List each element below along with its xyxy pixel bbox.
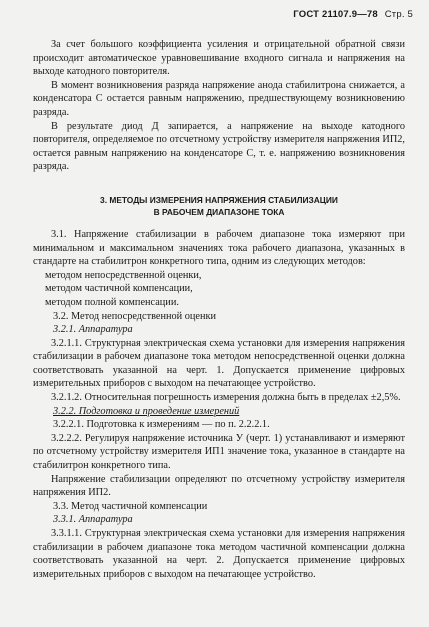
page-body [33,38,405,581]
subsection-heading: 3.2. Метод непосредственной оценки [53,310,216,322]
paragraph: 3.2.2.1. Подготовка к измерениям — по п. 2.2.2.1. [53,419,270,431]
paragraph: Напряжение стабилизации определяют по отсчетному устройству измерителя напряжения ИП2. [33,473,405,499]
section-subtitle: В РАБОЧЕМ ДИАПАЗОНЕ ТОКА [153,206,285,217]
page-number: Стр. 5 [384,9,413,20]
paragraph: 3.2.1.1. Структурная электрическая схема установки для измерения напряжения стабилизации в рабочем диапазоне тока методом непосредственной оценки должна соответствовать указанной на черт. 1. Допускается применение цифровых измерительных приборов с выходом на печатающее устройство. [33,337,405,390]
paragraph: За счет большого коэффициента усиления и отрицательной обратной связи происходит автоматическое уравновешивание входного сигнала и напряжения на выходе катодного повторителя. [33,39,405,78]
subsection-heading: 3.3. Метод частичной компенсации [53,500,208,512]
paragraph: В момент возникновения разряда напряжение анода стабилитрона снижается, а конденсатора С остается равным напряжению, предшествующему возникновению разряда. [33,79,405,118]
section-title: 3. МЕТОДЫ ИЗМЕРЕНИЯ НАПРЯЖЕНИЯ СТАБИЛИЗАЦИИ [100,194,338,205]
paragraph: 3.2.1.2. Относительная погрешность измерения должна быть в пределах ±2,5%. [51,392,401,404]
paragraph: 3.3.1.1. Структурная электрическая схема установки для измерения напряжения стабилизации в рабочем диапазоне тока методом частичной компенсации должна соответствовать указанной на черт. 2. Допускается применение цифровых измерительных приборов с выходом на печатающее устройство. [33,528,405,580]
paragraph: В результате диод Д запирается, а напряжение на выходе катодного повторителя, определяемое по отсчетному устройству измерителя напряжения ИП2, остается равным напряжению на конденсаторе С, т. е. напряжению возникновения разряда. [33,120,405,173]
subsection-heading: 3.2.1. Аппаратура [53,324,133,336]
paragraph: 3.1. Напряжение стабилизации в рабочем диапазоне тока измеряют при минимальном и максимальном значениях тока рабочего диапазона, указанных в стандарте на стабилитрон конкретного типа, одним из следующих методов: [33,228,405,268]
page-header [293,9,413,20]
subsection-heading: 3.3.1. Аппаратура [53,514,133,526]
method-item: методом частичной компенсации, [45,283,193,295]
standard-number: ГОСТ 21107.9—78 [293,9,378,20]
subsection-heading: 3.2.2. Подготовка и проведение измерений [53,405,240,417]
method-item: методом непосредственной оценки, [45,269,202,281]
method-item: методом полной компенсации. [45,296,179,308]
paragraph: 3.2.2.2. Регулируя напряжение источника У (черт. 1) устанавливают и измеряют по отсчетному устройству измерителя ИП1 значение тока, указанное в стандарте на стабилитрон конкретного типа. [33,432,405,472]
